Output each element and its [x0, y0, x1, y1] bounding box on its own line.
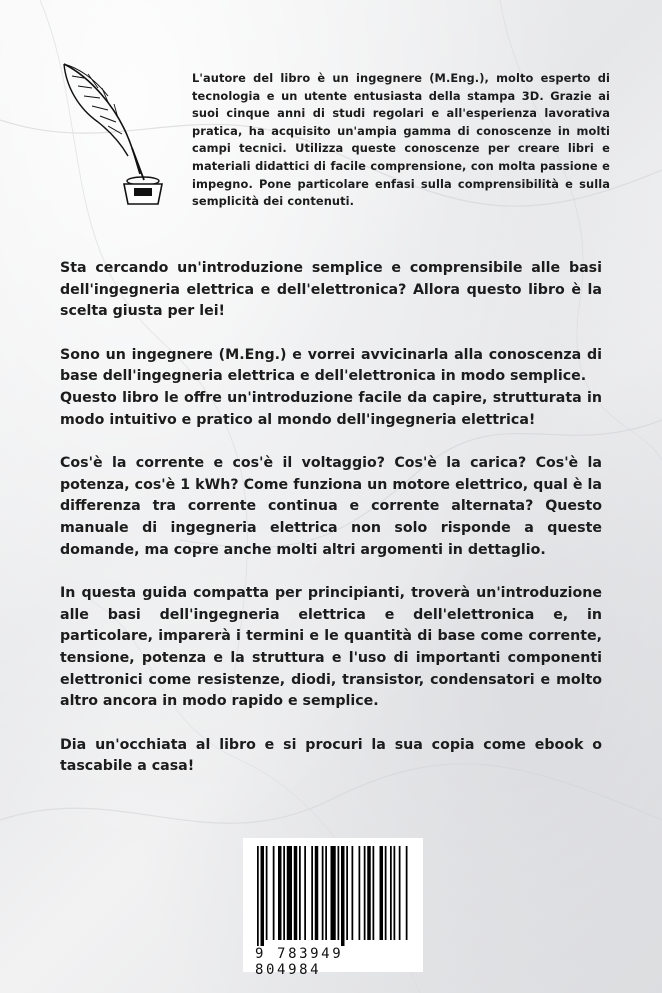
barcode-bar: [261, 846, 265, 946]
description-paragraph: Sta cercando un'introduzione semplice e comprensibile alle basi dell'ingegneria elettrica e dell'elettronica? Allora questo libro è la scelta giusta per lei!: [60, 260, 602, 320]
barcode-bar: [380, 846, 384, 940]
barcode-bar: [257, 846, 259, 946]
barcode-bar: [373, 846, 375, 940]
barcode-bar: [367, 846, 371, 940]
barcode-bar: [399, 846, 401, 940]
barcode-bar: [346, 846, 348, 940]
barcode-bar: [359, 846, 361, 940]
barcode-bar: [341, 846, 345, 946]
barcode-bar: [322, 846, 324, 940]
isbn-number: 9 783949 804984: [255, 946, 344, 978]
barcode-bar: [331, 846, 336, 940]
barcode-bar: [273, 846, 275, 940]
barcode-bar: [299, 846, 301, 940]
author-bio: L'autore del libro è un ingegnere (M.Eng.), molto esperto di tecnologia e un utente entusiasta della stampa 3D. Grazie ai suoi cinque anni di studi regolari e all'esperienza lavorativa pratica, ha acquisito un'ampia gamma di conoscenze in molti campi tecnici. Utilizza queste conoscenze per creare libri e materiali didattici di facile comprensione, con molta passione e impegno. Pone particolare enfasi sulla comprensibilità e sulla semplicità dei contenuti.: [192, 71, 610, 209]
barcode-bar: [406, 846, 408, 940]
barcode-bar: [390, 846, 392, 940]
isbn-barcode: [243, 838, 423, 978]
barcode-bar: [394, 846, 396, 940]
barcode-bar: [287, 846, 292, 940]
description-sentence: Sono un ingegnere (M.Eng.) e vorrei avvicinarla alla conoscenza di base dell'ingegneria elettrica e dell'elettronica in modo semplice.: [60, 346, 602, 385]
description-sentence: Questo libro le offre un'introduzione facile da capire, strutturata in modo intuitivo e pratico al mondo dell'ingegneria elettrica!: [60, 389, 602, 428]
description-paragraph: [60, 345, 602, 431]
description-paragraph: Cos'è la corrente e cos'è il voltaggio? Cos'è la carica? Cos'è la potenza, cos'è 1 kWh? Come funziona un motore elettrico, qual è la differenza tra corrente continua e corrente alternata? Questo manuale di ingegneria elettrica non solo risponde a queste domande, ma copre anche molti altri argomenti in dettaglio.: [60, 455, 602, 558]
description-paragraph: Dia un'occhiata al libro e si procuri la sua copia come ebook o tascabile a casa!: [60, 736, 602, 775]
barcode-icon: [243, 838, 423, 946]
barcode-bar: [304, 846, 306, 940]
barcode-bar: [352, 846, 354, 940]
barcode-bar: [283, 846, 285, 940]
barcode-bar: [364, 846, 366, 940]
barcode-bar: [294, 846, 298, 940]
barcode-bar: [338, 846, 340, 940]
barcode-bar: [266, 846, 268, 940]
barcode-bar: [385, 846, 387, 940]
barcode-bar: [278, 846, 282, 940]
book-description: [60, 258, 602, 800]
barcode-bar: [315, 846, 319, 940]
barcode-bar: [311, 846, 313, 940]
description-paragraph: In questa guida compatta per principianti, troverà un'introduzione alle basi dell'ingegneria elettrica e dell'elettronica e, in particolare, imparerà i termini e le quantità di base come corrente, tensione, potenza e la struttura e l'uso di importanti componenti elettronici come resistenze, diodi, transistor, condensatori e molto altro ancora in modo rapido e semplice.: [60, 585, 602, 710]
quill-inkwell-icon: [58, 56, 168, 206]
barcode-bar: [325, 846, 327, 940]
